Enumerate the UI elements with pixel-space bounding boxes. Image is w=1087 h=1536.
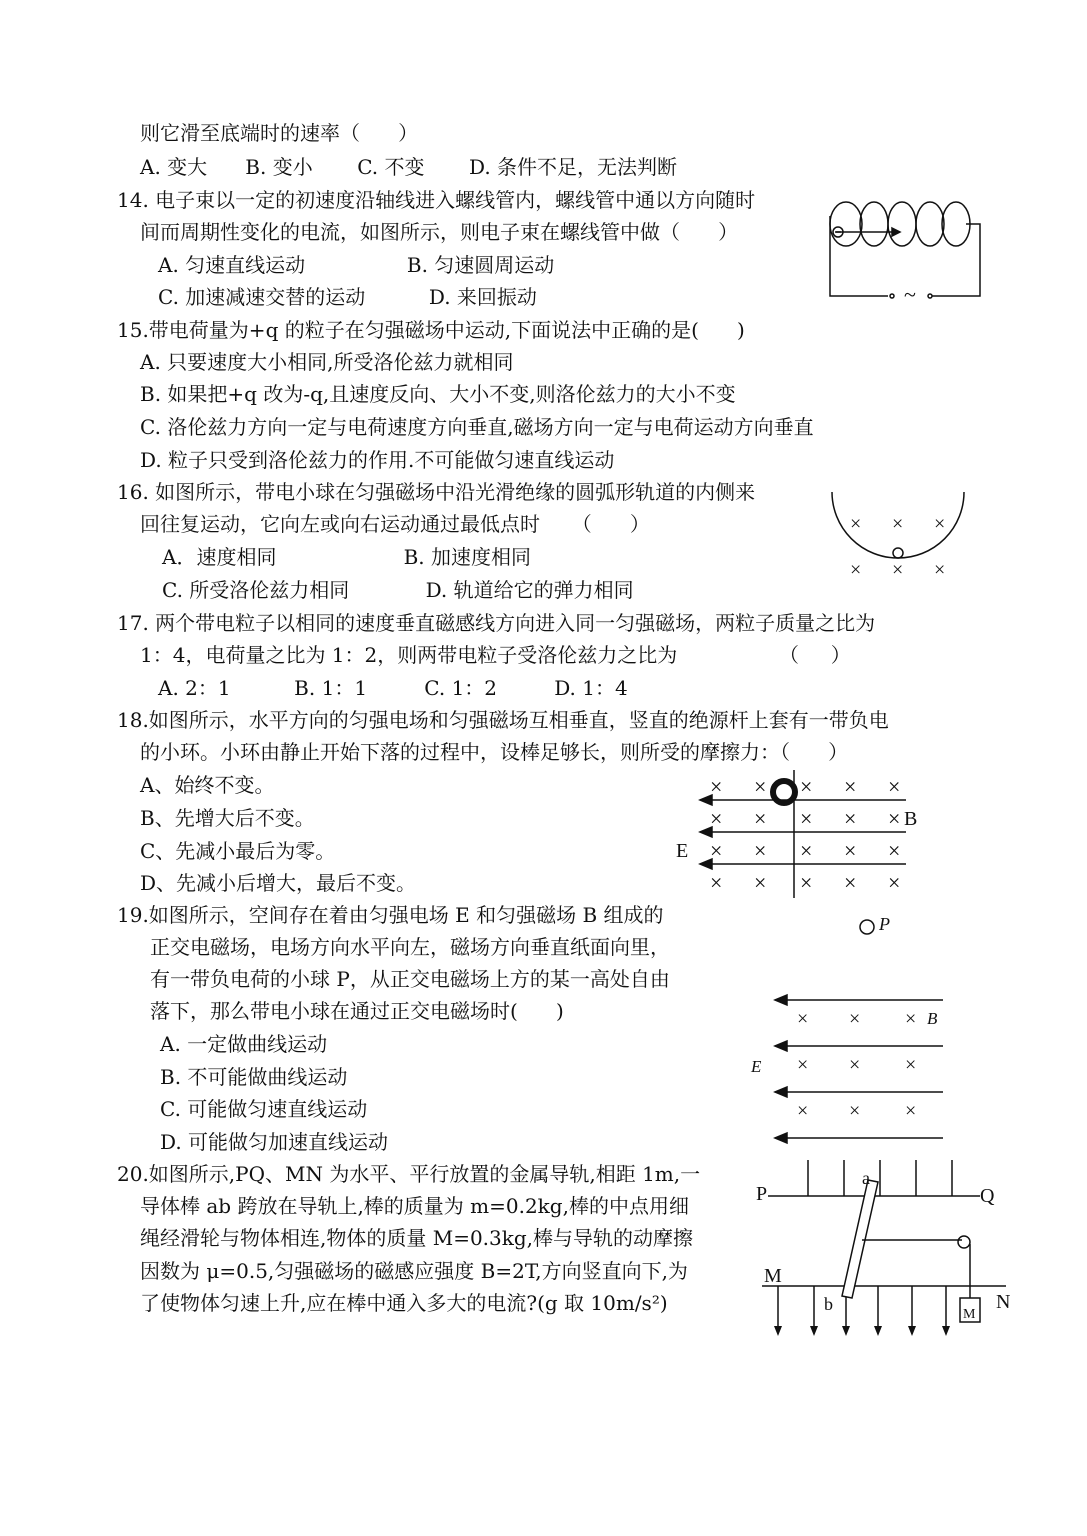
text-line: 20.如图所示,PQ、MN 为水平、平行放置的金属导轨,相距 1m,一 [117,1162,701,1186]
field-cross-icon: × [850,559,862,581]
field-cross-icon: × [888,774,901,799]
ac-symbol: ~ [904,282,916,307]
field-cross-icon: × [844,774,857,799]
field-cross-icon: × [754,774,767,799]
field-cross-icon: × [905,1100,917,1122]
field-cross-icon: × [710,838,723,863]
text-line: B. 不可能做曲线运动 [160,1065,348,1089]
text-line: 的小环。小环由静止开始下落的过程中，设棒足够长，则所受的摩擦力：（ ） [140,740,849,764]
field-cross-icon: × [892,559,904,581]
field-label-b: B [927,1009,938,1028]
text-line: A. 一定做曲线运动 [160,1032,328,1056]
crossed-fields-ring-figure [674,770,924,900]
text-line: A. 匀速直线运动 B. 匀速圆周运动 [158,253,555,277]
text-line: C. 可能做匀速直线运动 [160,1097,368,1121]
rail-label-p: P [756,1183,768,1205]
text-line: C、先减小最后为零。 [140,839,336,863]
field-cross-icon: × [849,1100,861,1122]
rail-rod-pulley-figure [754,1160,1024,1345]
field-cross-icon: × [934,559,946,581]
text-line: 绳经滑轮与物体相连,物体的质量 M=0.3kg,棒与导轨的动摩擦 [140,1226,694,1250]
text-line: 因数为 μ=0.5,匀强磁场的磁感应强度 B=2T,方向竖直向下,为 [140,1259,688,1283]
rail-label-q: Q [980,1185,995,1207]
rail-label-m: M [764,1265,782,1287]
arc-track-figure [828,488,968,583]
text-line: D. 可能做匀加速直线运动 [160,1130,389,1154]
field-cross-icon: × [844,806,857,831]
text-line: 了使物体匀速上升,应在棒中通入多大的电流?(g 取 10m/s²) [140,1291,668,1315]
field-cross-icon: × [710,806,723,831]
mass-label: M [963,1307,976,1322]
field-cross-icon: × [844,838,857,863]
field-cross-icon: × [905,1054,917,1076]
field-cross-icon: × [800,806,813,831]
text-line: 正交电磁场，电场方向水平向左，磁场方向垂直纸面向里， [150,935,670,959]
field-cross-icon: × [800,838,813,863]
text-line: D、先减小后增大，最后不变。 [140,871,417,895]
field-cross-icon: × [888,806,901,831]
crossed-fields-ball-figure [745,912,950,1147]
text-line: B. 如果把+q 改为-q,且速度反向、大小不变,则洛伦兹力的大小不变 [140,382,736,406]
text-line: A. 2：1 B. 1：1 C. 1：2 D. 1：4 [158,676,628,700]
rod-label-a: a [862,1168,870,1188]
field-label-b: B [904,808,918,830]
field-cross-icon: × [754,870,767,895]
text-line: C. 洛伦兹力方向一定与电荷速度方向垂直,磁场方向一定与电荷运动方向垂直 [140,415,814,439]
field-cross-icon: × [850,513,862,535]
field-cross-icon: × [905,1008,917,1030]
text-line: A. 变大 B. 变小 C. 不变 D. 条件不足，无法判断 [140,155,678,179]
text-line: 落下，那么带电小球在通过正交电磁场时( ) [150,999,564,1023]
field-label-e: E [751,1057,762,1076]
text-line: 18.如图所示，水平方向的匀强电场和匀强磁场互相垂直，竖直的绝源杆上套有一带负电 [117,708,889,732]
text-line: 14. 电子束以一定的初速度沿轴线进入螺线管内，螺线管中通以方向随时 [117,188,756,212]
field-cross-icon: × [849,1008,861,1030]
field-cross-icon: × [754,806,767,831]
text-line: A．速度相同 B. 加速度相同 [162,545,532,569]
rail-label-n: N [996,1291,1011,1313]
text-line: 1：4，电荷量之比为 1：2，则两带电粒子受洛伦兹力之比为 （ ） [140,643,851,667]
field-label-e: E [676,840,689,862]
text-line: B、先增大后不变。 [140,806,315,830]
field-cross-icon: × [888,838,901,863]
text-line: C. 所受洛伦兹力相同 D. 轨道给它的弹力相同 [162,578,634,602]
field-cross-icon: × [888,870,901,895]
text-line: 16. 如图所示，带电小球在匀强磁场中沿光滑绝缘的圆弧形轨道的内侧来 [117,480,756,504]
text-line: 有一带负电荷的小球 P，从正交电磁场上方的某一高处自由 [150,967,670,991]
text-line: C. 加速减速交替的运动 D. 来回振动 [158,285,537,309]
text-line: A、始终不变。 [140,773,275,797]
field-cross-icon: × [892,513,904,535]
text-line: A. 只要速度大小相同,所受洛伦兹力就相同 [140,350,514,374]
text-line: D. 粒子只受到洛伦兹力的作用.不可能做匀速直线运动 [140,448,615,472]
solenoid-figure [826,190,986,307]
text-line: 间而周期性变化的电流，如图所示，则电子束在螺线管中做（ ） [140,220,739,244]
field-cross-icon: × [797,1008,809,1030]
text-line: 导体棒 ab 跨放在导轨上,棒的质量为 m=0.2kg,棒的中点用细 [140,1194,689,1218]
field-cross-icon: × [800,774,813,799]
field-cross-icon: × [934,513,946,535]
text-line: 17. 两个带电粒子以相同的速度垂直磁感线方向进入同一匀强磁场，两粒子质量之比为 [117,611,876,635]
rod-label-b: b [824,1294,833,1314]
field-cross-icon: × [849,1054,861,1076]
text-line: 19.如图所示，空间存在着由匀强电场 E 和匀强磁场 B 组成的 [117,903,664,927]
field-cross-icon: × [797,1100,809,1122]
field-cross-icon: × [844,870,857,895]
text-line: 15.带电荷量为+q 的粒子在匀强磁场中运动,下面说法中正确的是( ) [117,318,745,342]
ball-label-p: P [879,914,890,934]
field-cross-icon: × [800,870,813,895]
text-line: 则它滑至底端时的速率（ ） [140,121,419,145]
text-line: 回往复运动，它向左或向右运动通过最低点时 （ ） [140,512,650,536]
field-cross-icon: × [797,1054,809,1076]
field-cross-icon: × [754,838,767,863]
field-cross-icon: × [710,870,723,895]
field-cross-icon: × [710,774,723,799]
